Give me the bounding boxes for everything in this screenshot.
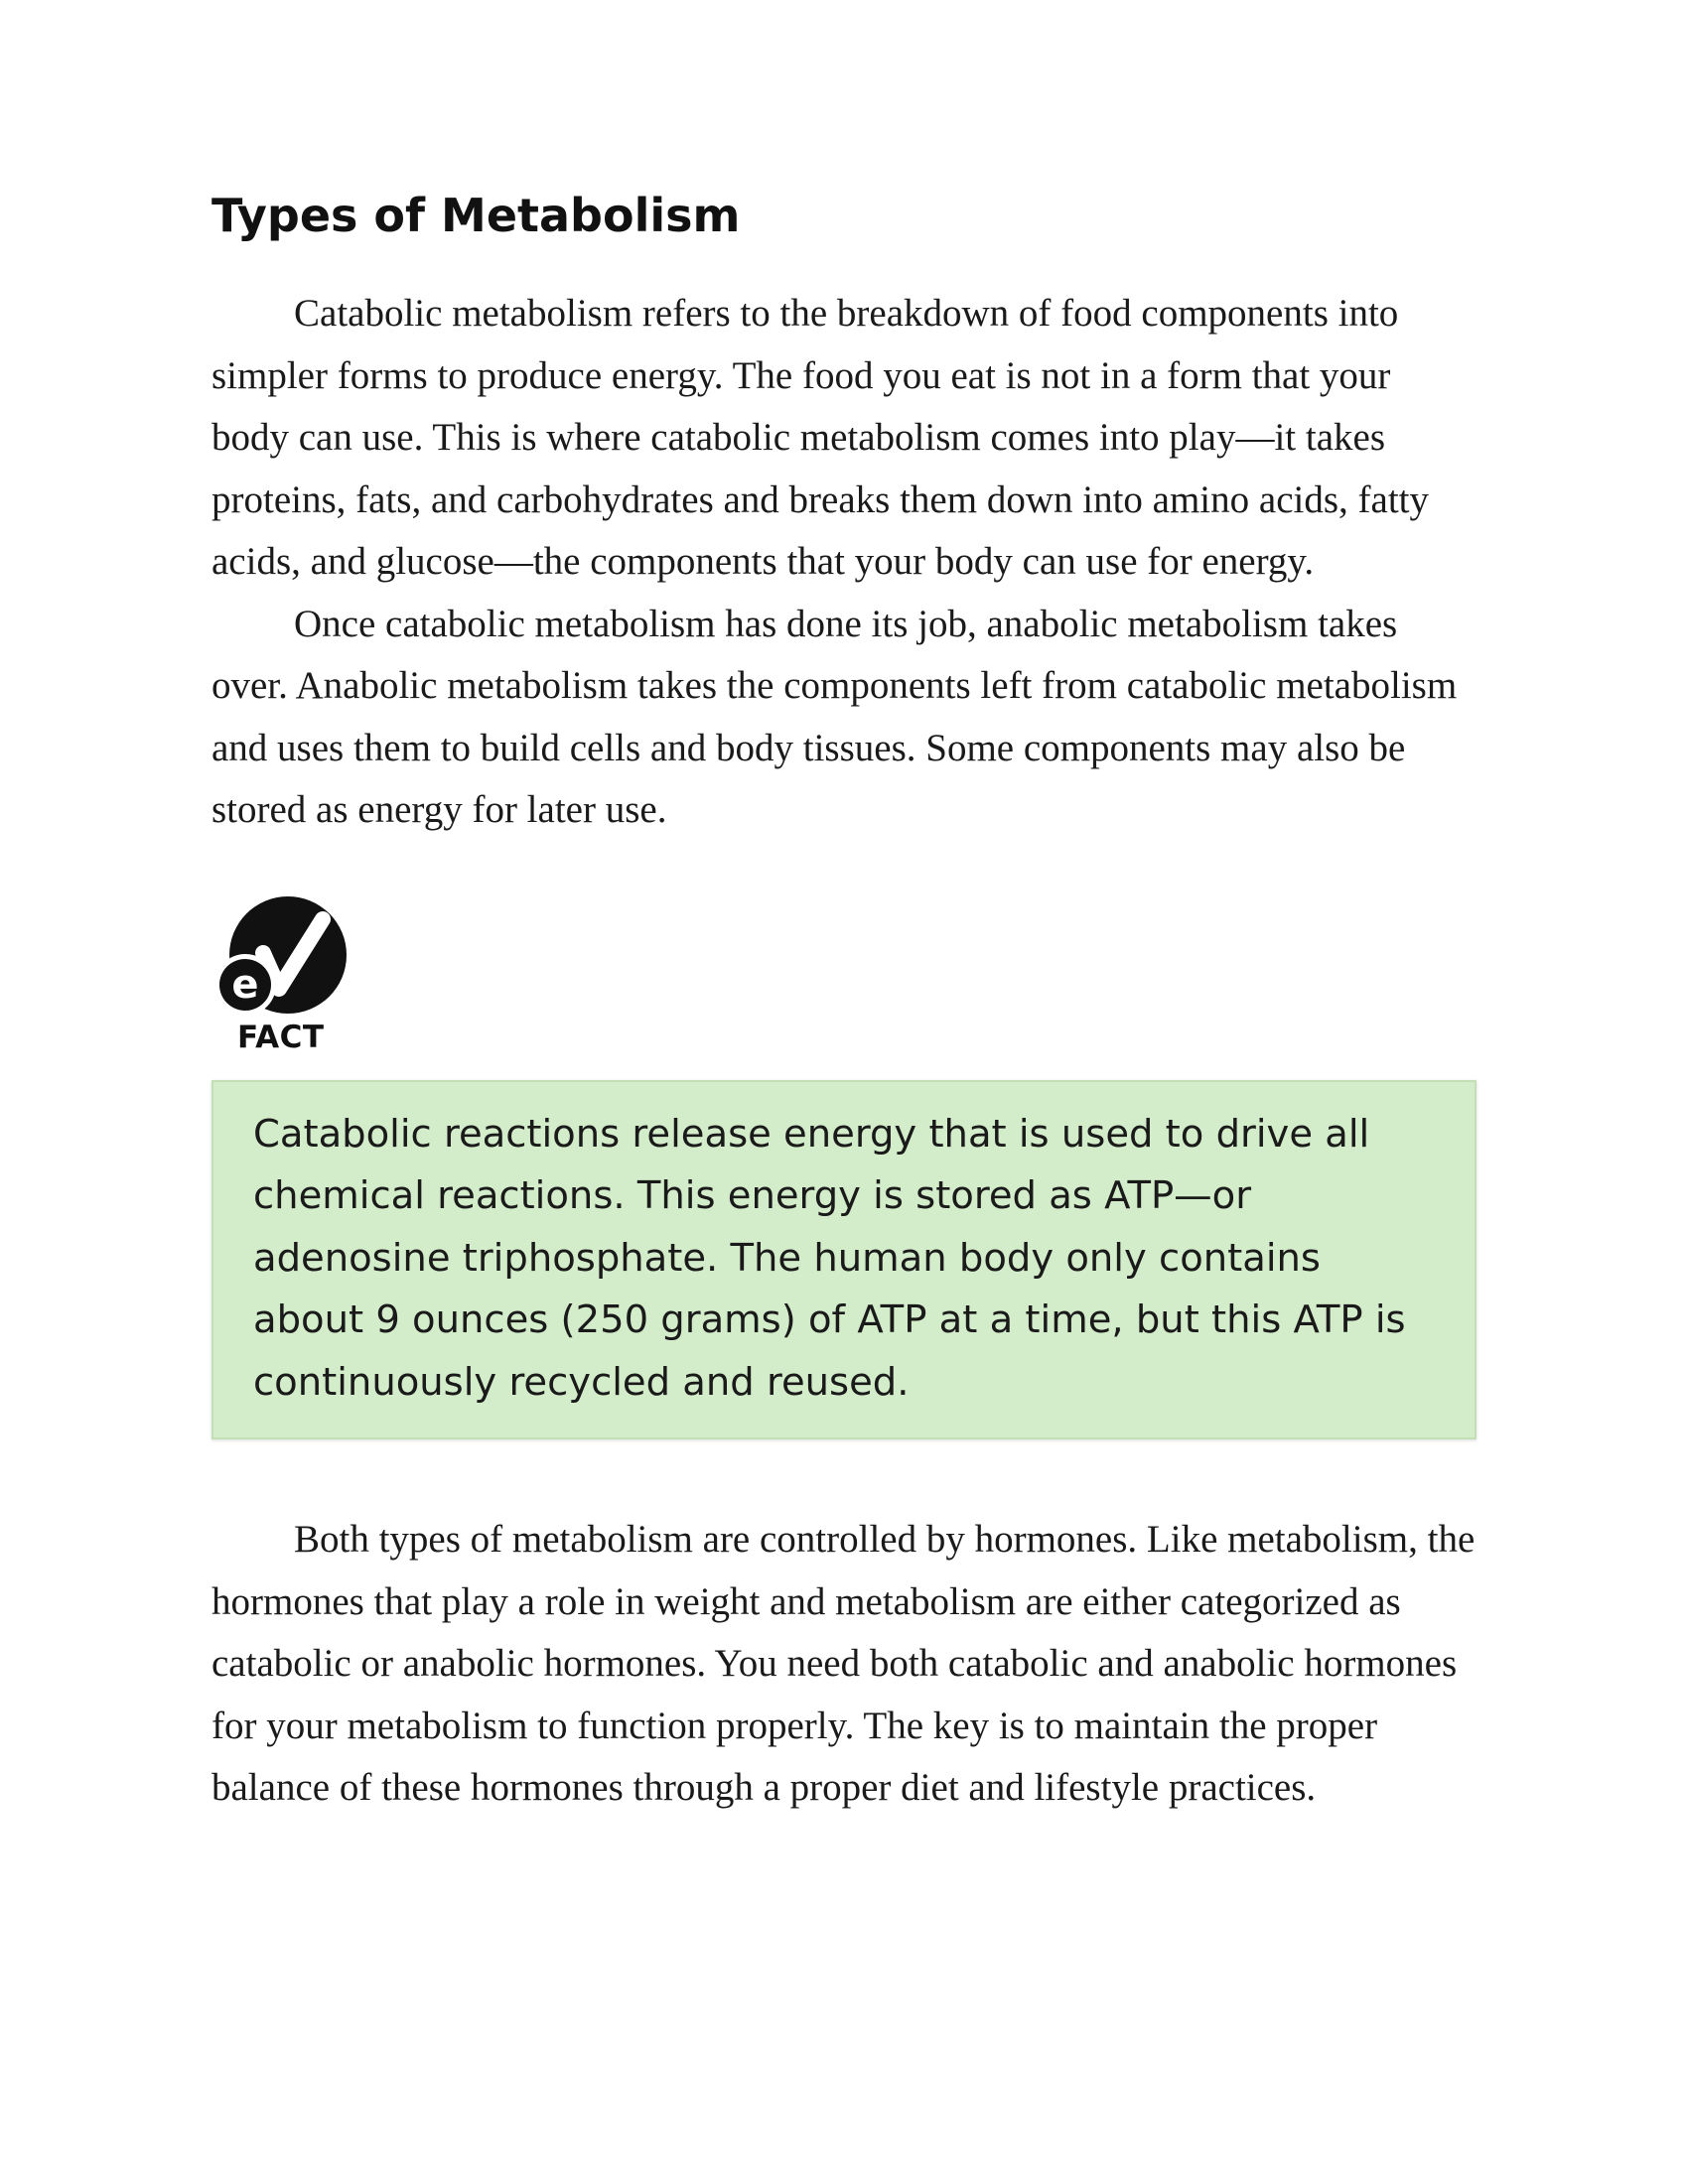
section-heading: Types of Metabolism xyxy=(211,189,741,242)
paragraph-hormones: Both types of metabolism are controlled by hormones. Like metabolism, the hormones that play a role in weight and metabolism are either categorized as catabolic or anabolic hormones. You need both catabolic and anabolic hormones for your metabolism to function properly. The key is to maintain the proper balance of these hormones through a proper diet and lifestyle practices. xyxy=(211,1518,1476,1810)
fact-logo xyxy=(211,893,360,1062)
fact-text: Catabolic reactions release energy that is used to drive all chemical reactions. This energy is stored as ATP—or adenosine triphosphate. The human body only contains about 9 ounces (250 grams) of ATP at a time, but this ATP is continuously recycled and reused. xyxy=(253,1111,1406,1405)
fact-label: FACT xyxy=(237,1019,325,1055)
paragraph-anabolic: Once catabolic metabolism has done its job, anabolic metabolism takes over. Anabolic metabolism takes the components left from catabolic metabolism and uses them to build cells and body tissues. Some components may also be stored as energy for later use. xyxy=(211,602,1458,832)
paragraph-catabolic: Catabolic metabolism refers to the breakdown of food components into simpler forms to produce energy. The food you eat is not in a form that your body can use. This is where catabolic metabolism comes into play—it takes proteins, fats, and carbohydrates and breaks them down into amino acids, fatty acids, and glucose—the components that your body can use for energy. xyxy=(211,292,1429,584)
logo-letter: e xyxy=(231,961,259,1008)
fact-callout-box xyxy=(211,1080,1477,1440)
checkmark-circle-icon xyxy=(211,893,360,1023)
document-page xyxy=(211,189,1477,1820)
